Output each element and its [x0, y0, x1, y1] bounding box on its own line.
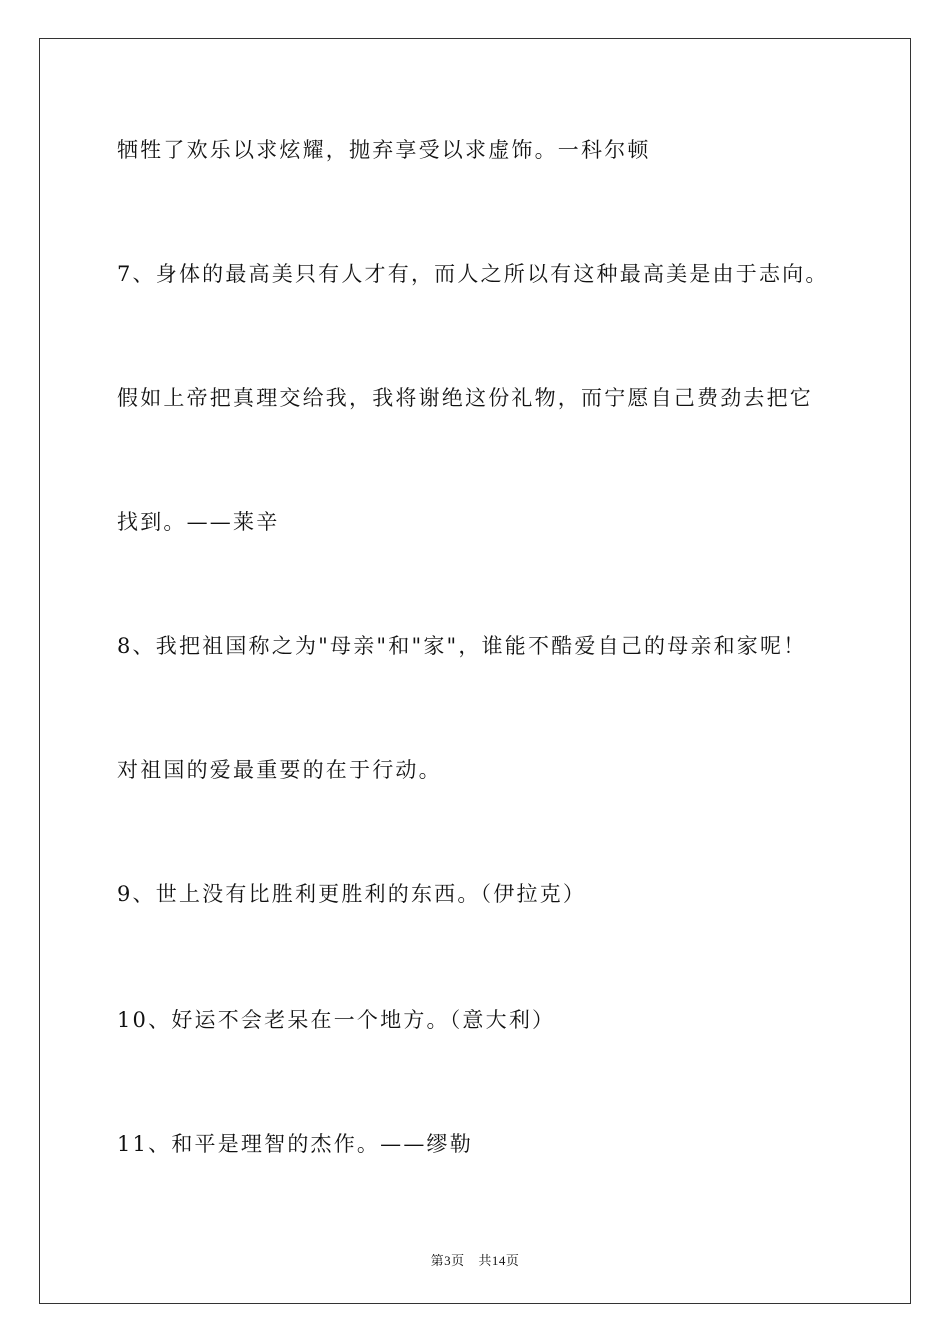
page-total: 共14页	[478, 1253, 520, 1268]
text-line-2: 7、身体的最高美只有人才有，而人之所以有这种最高美是由于志向。	[117, 262, 829, 286]
text-line-8: 10、好运不会老呆在一个地方。（意大利）	[117, 1008, 556, 1032]
page-number: 第3页	[430, 1253, 465, 1268]
page-frame	[39, 38, 911, 1304]
text-line-5: 8、我把祖国称之为"母亲"和"家"，谁能不酷爱自己的母亲和家呢！	[117, 634, 807, 658]
text-line-7: 9、世上没有比胜利更胜利的东西。（伊拉克）	[117, 882, 587, 906]
text-line-9: 11、和平是理智的杰作。——缪勒	[117, 1132, 473, 1156]
text-line-1: 牺牲了欢乐以求炫耀，抛弃享受以求虚饰。一科尔顿	[117, 138, 651, 162]
text-line-6: 对祖国的爱最重要的在于行动。	[117, 758, 442, 782]
text-line-4: 找到。——莱辛	[117, 510, 280, 534]
text-line-3: 假如上帝把真理交给我，我将谢绝这份礼物，而宁愿自己费劲去把它	[117, 386, 813, 410]
page-footer	[0, 1250, 950, 1269]
